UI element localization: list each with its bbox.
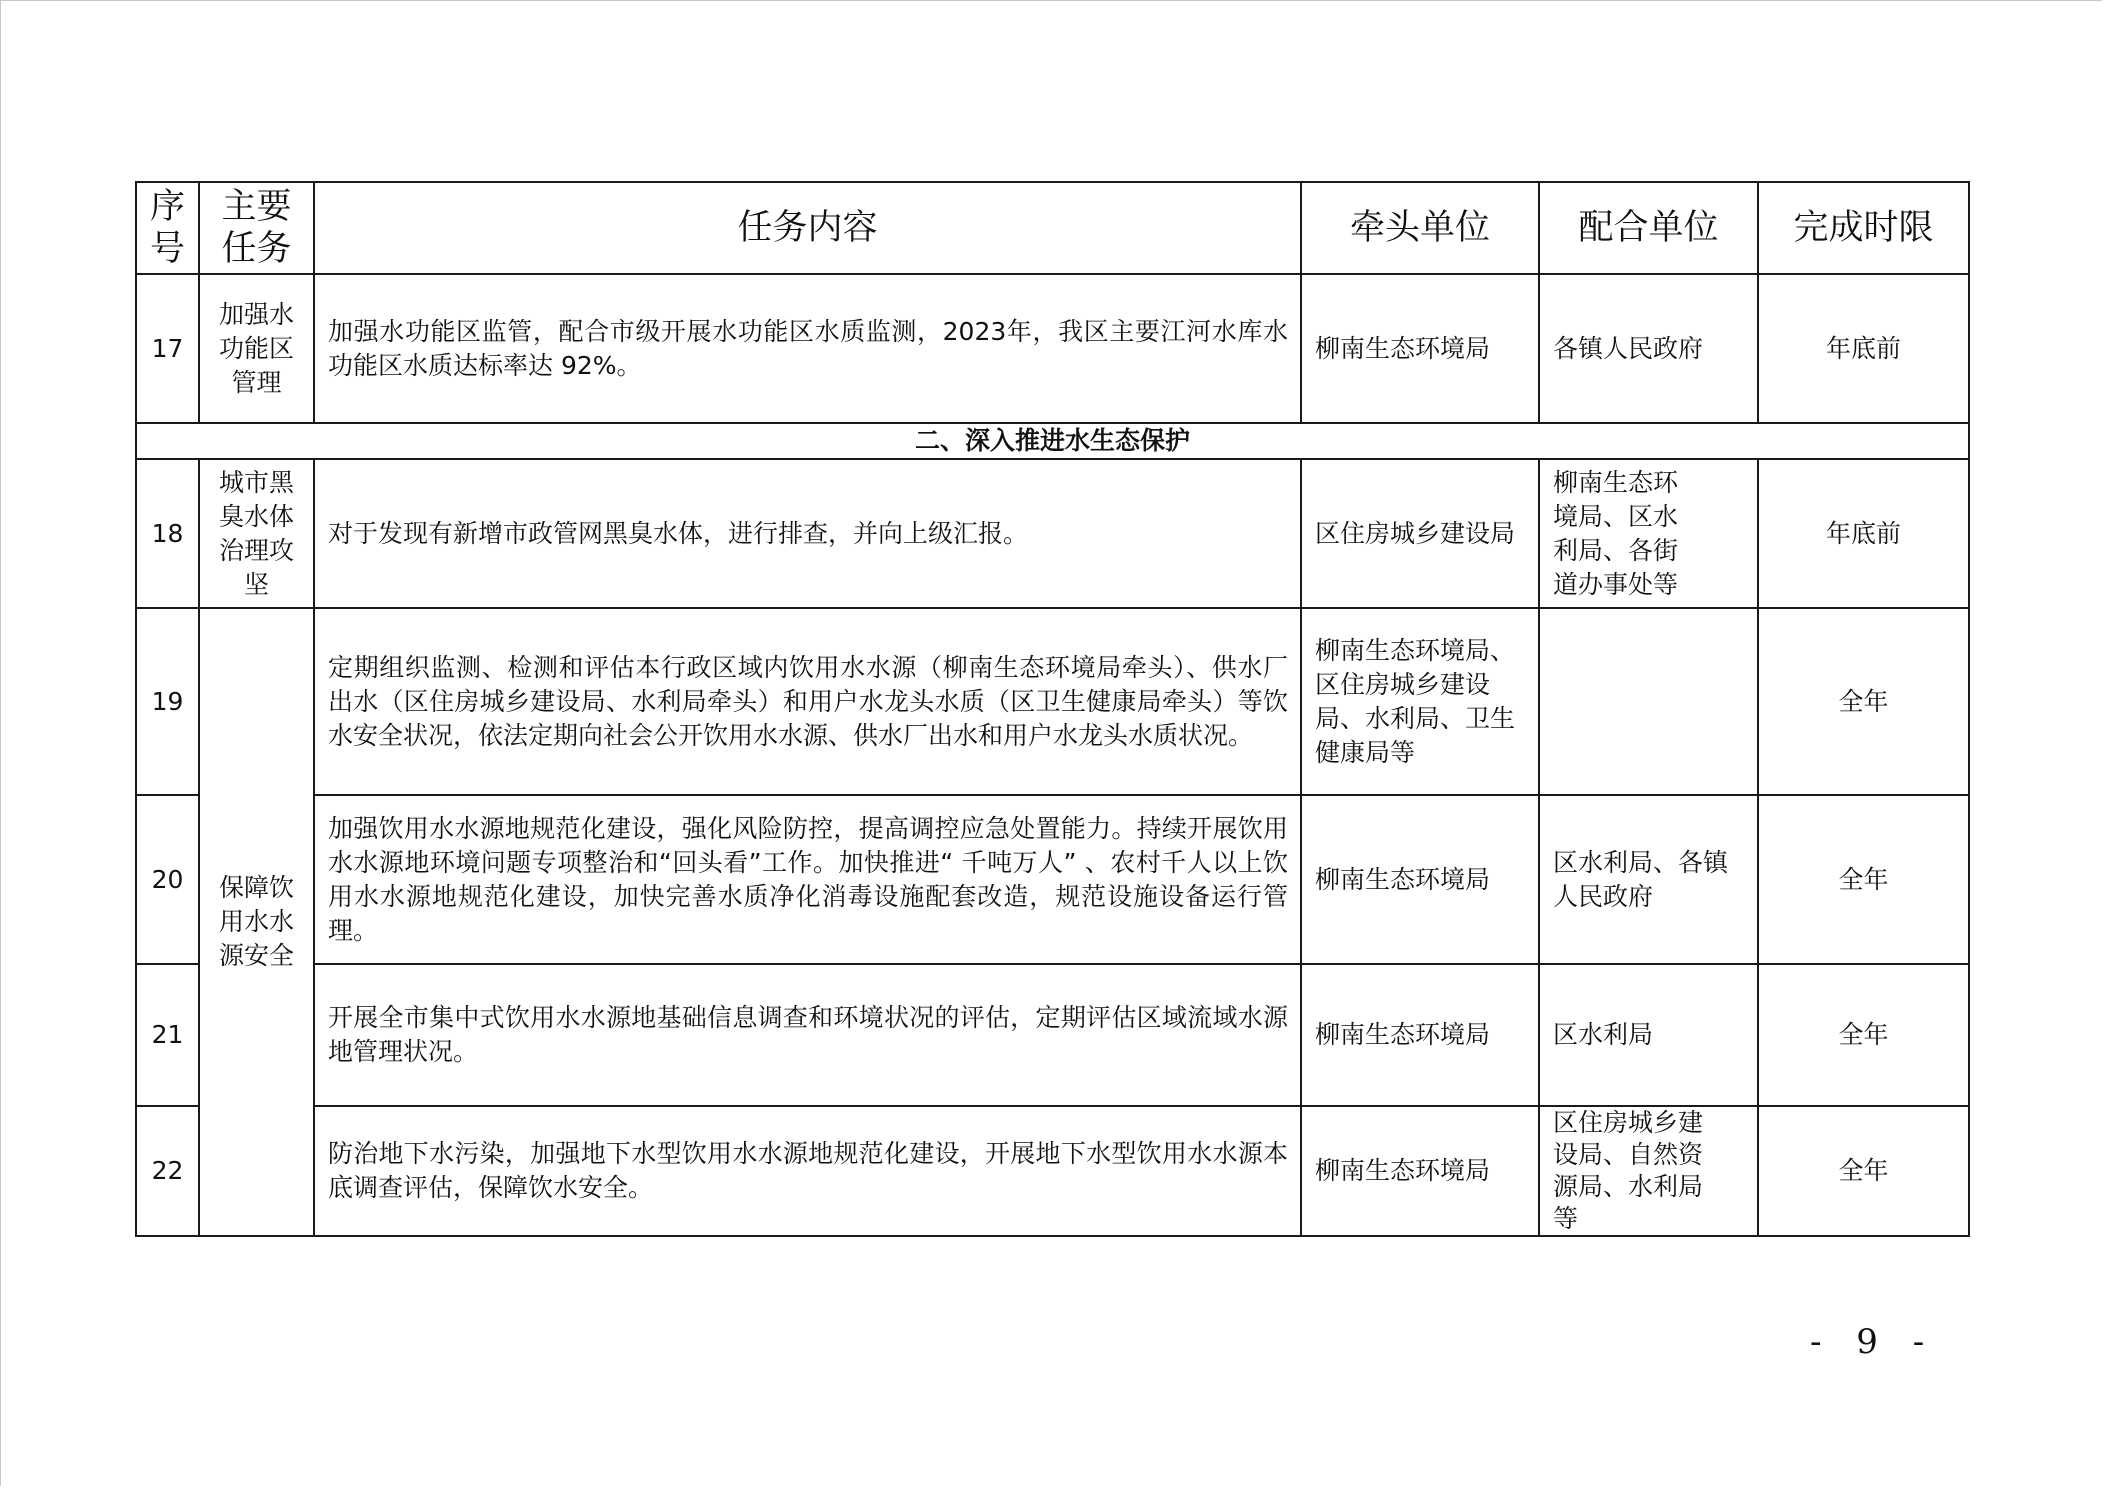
row-content: 开展全市集中式饮用水水源地基础信息调查和环境状况的评估，定期评估区域流域水源地管理状况。 bbox=[314, 964, 1301, 1106]
row-seq: 22 bbox=[136, 1106, 199, 1236]
task-table bbox=[135, 181, 1970, 1237]
row-seq: 19 bbox=[136, 608, 199, 795]
row-deadline: 全年 bbox=[1758, 608, 1969, 795]
row-deadline: 年底前 bbox=[1758, 459, 1969, 608]
row-coop: 区水利局 bbox=[1539, 964, 1758, 1106]
header-row bbox=[136, 182, 1969, 274]
row-content: 加强饮用水水源地规范化建设，强化风险防控，提高调控应急处置能力。持续开展饮用水水源地环境问题专项整治和“回头看”工作。加快推进“ 千吨万人” 、农村千人以上饮用水水源地规范化建设，加快完善水质净化消毒设施配套改造，规范设施设备运行管理。 bbox=[314, 795, 1301, 964]
row-coop: 区住房城乡建设局、自然资源局、水利局等 bbox=[1539, 1106, 1758, 1236]
section-title: 二、深入推进水生态保护 bbox=[136, 423, 1969, 459]
header-lead: 牵头单位 bbox=[1301, 182, 1539, 274]
row-content: 防治地下水污染，加强地下水型饮用水水源地规范化建设，开展地下水型饮用水水源本底调查评估，保障饮水安全。 bbox=[314, 1106, 1301, 1236]
row-task: 保障饮用水水源安全 bbox=[199, 608, 314, 1236]
page-number: - 9 - bbox=[1810, 1322, 1937, 1362]
row-lead: 柳南生态环境局 bbox=[1301, 274, 1539, 423]
row-deadline: 全年 bbox=[1758, 795, 1969, 964]
row-coop: 各镇人民政府 bbox=[1539, 274, 1758, 423]
row-lead: 区住房城乡建设局 bbox=[1301, 459, 1539, 608]
section-row bbox=[136, 423, 1969, 459]
header-content: 任务内容 bbox=[314, 182, 1301, 274]
row-deadline: 全年 bbox=[1758, 1106, 1969, 1236]
table-row bbox=[136, 964, 1969, 1106]
row-lead: 柳南生态环境局、区住房城乡建设局、水利局、卫生健康局等 bbox=[1301, 608, 1539, 795]
row-coop: 区水利局、各镇人民政府 bbox=[1539, 795, 1758, 964]
row-task: 加强水功能区管理 bbox=[199, 274, 314, 423]
row-lead: 柳南生态环境局 bbox=[1301, 1106, 1539, 1236]
table-row bbox=[136, 608, 1969, 795]
table-row bbox=[136, 459, 1969, 608]
row-deadline: 全年 bbox=[1758, 964, 1969, 1106]
row-coop: 柳南生态环境局、区水利局、各街道办事处等 bbox=[1539, 459, 1758, 608]
table-row bbox=[136, 1106, 1969, 1236]
header-seq: 序号 bbox=[136, 182, 199, 274]
row-seq: 20 bbox=[136, 795, 199, 964]
row-lead: 柳南生态环境局 bbox=[1301, 964, 1539, 1106]
row-task: 城市黑臭水体治理攻坚 bbox=[199, 459, 314, 608]
row-lead: 柳南生态环境局 bbox=[1301, 795, 1539, 964]
row-content: 定期组织监测、检测和评估本行政区域内饮用水水源（柳南生态环境局牵头）、供水厂出水（区住房城乡建设局、水利局牵头）和用户水龙头水质（区卫生健康局牵头）等饮水安全状况，依法定期向社会公开饮用水水源、供水厂出水和用户水龙头水质状况。 bbox=[314, 608, 1301, 795]
table-row bbox=[136, 274, 1969, 423]
row-seq: 21 bbox=[136, 964, 199, 1106]
row-seq: 18 bbox=[136, 459, 199, 608]
table-row bbox=[136, 795, 1969, 964]
header-task: 主要任务 bbox=[199, 182, 314, 274]
row-coop bbox=[1539, 608, 1758, 795]
row-deadline: 年底前 bbox=[1758, 274, 1969, 423]
header-coop: 配合单位 bbox=[1539, 182, 1758, 274]
header-deadline: 完成时限 bbox=[1758, 182, 1969, 274]
row-content: 对于发现有新增市政管网黑臭水体，进行排查，并向上级汇报。 bbox=[314, 459, 1301, 608]
row-seq: 17 bbox=[136, 274, 199, 423]
row-content: 加强水功能区监管，配合市级开展水功能区水质监测，2023年，我区主要江河水库水功能区水质达标率达 92%。 bbox=[314, 274, 1301, 423]
